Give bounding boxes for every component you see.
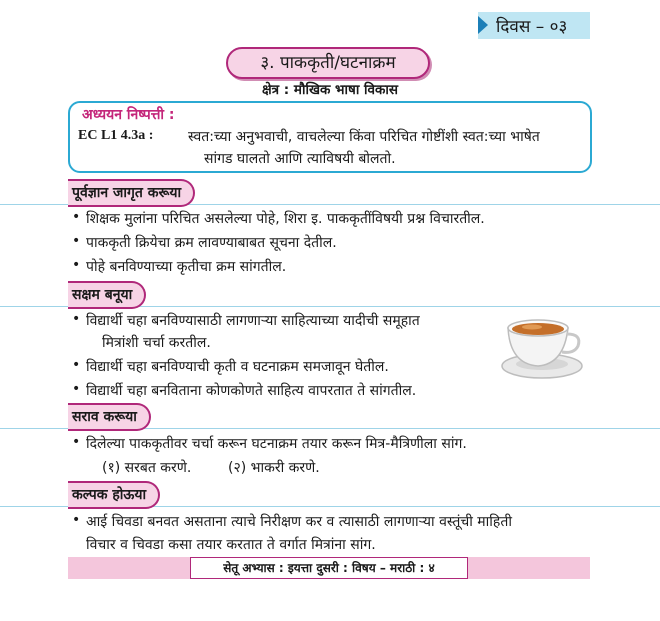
option-item: (१) सरबत करणे. <box>102 460 192 476</box>
area-subtitle: क्षेत्र : मौखिक भाषा विकास <box>261 82 399 98</box>
list-item-continuation: विचार व चिवडा कसा तयार करतात ते वर्गात मित्रांना सांग. <box>86 537 376 553</box>
outcome-code: EC L1 4.3a : <box>78 128 154 143</box>
tea-cup-icon <box>498 308 586 382</box>
day-label: दिवस – ०३ <box>496 17 568 37</box>
arrow-marker-icon <box>478 16 488 34</box>
section-title-creative: कल्पक होऊया <box>68 481 160 509</box>
section-title-prior-knowledge: पूर्वज्ञान जागृत करूया <box>68 179 195 207</box>
option-item: (२) भाकरी करणे. <box>228 460 320 476</box>
outcome-text-line1: स्वत:च्या अनुभवाची, वाचलेल्या किंवा परिचित गोष्टींशी स्वत:च्या भाषेत <box>188 129 540 145</box>
list-item: • विद्यार्थी चहा बनविण्यासाठी लागणाऱ्या साहित्याच्या यादीची समूहात <box>86 311 420 330</box>
list-item: • पाककृती क्रियेचा क्रम लावण्याबाबत सूचना देतील. <box>86 233 337 252</box>
footer-text: सेतू अभ्यास : इयत्ता दुसरी : विषय – मराठी : ४ <box>190 557 468 579</box>
list-item: • विद्यार्थी चहा बनविताना कोणकोणते साहित्य वापरतात ते सांगतील. <box>86 381 416 400</box>
day-tag <box>478 12 590 39</box>
outcome-heading: अध्ययन निष्पत्ती : <box>82 107 175 123</box>
list-item: • पोहे बनविण्याच्या कृतीचा क्रम सांगतील. <box>86 257 286 276</box>
section-title-practice: सराव करूया <box>68 403 151 431</box>
list-item: • शिक्षक मुलांना परिचित असलेल्या पोहे, शिरा इ. पाककृतींविषयी प्रश्न विचारतील. <box>86 209 485 228</box>
list-item: • आई चिवडा बनवत असताना त्याचे निरीक्षण कर व त्यासाठी लागणाऱ्या वस्तूंची माहिती <box>86 512 512 531</box>
section-title-empower: सक्षम बनूया <box>68 281 146 309</box>
lesson-title: ३. पाककृती/घटनाक्रम <box>226 47 430 79</box>
learning-outcome-box <box>68 101 592 173</box>
list-item: • विद्यार्थी चहा बनविण्याची कृती व घटनाक्रम समजावून घेतील. <box>86 357 389 376</box>
outcome-text-line2: सांगड घालतो आणि त्याविषयी बोलतो. <box>204 151 396 167</box>
list-item-continuation: मित्रांशी चर्चा करतील. <box>102 335 211 351</box>
list-item: • दिलेल्या पाककृतीवर चर्चा करून घटनाक्रम तयार करून मित्र-मैत्रिणीला सांग. <box>86 434 467 453</box>
